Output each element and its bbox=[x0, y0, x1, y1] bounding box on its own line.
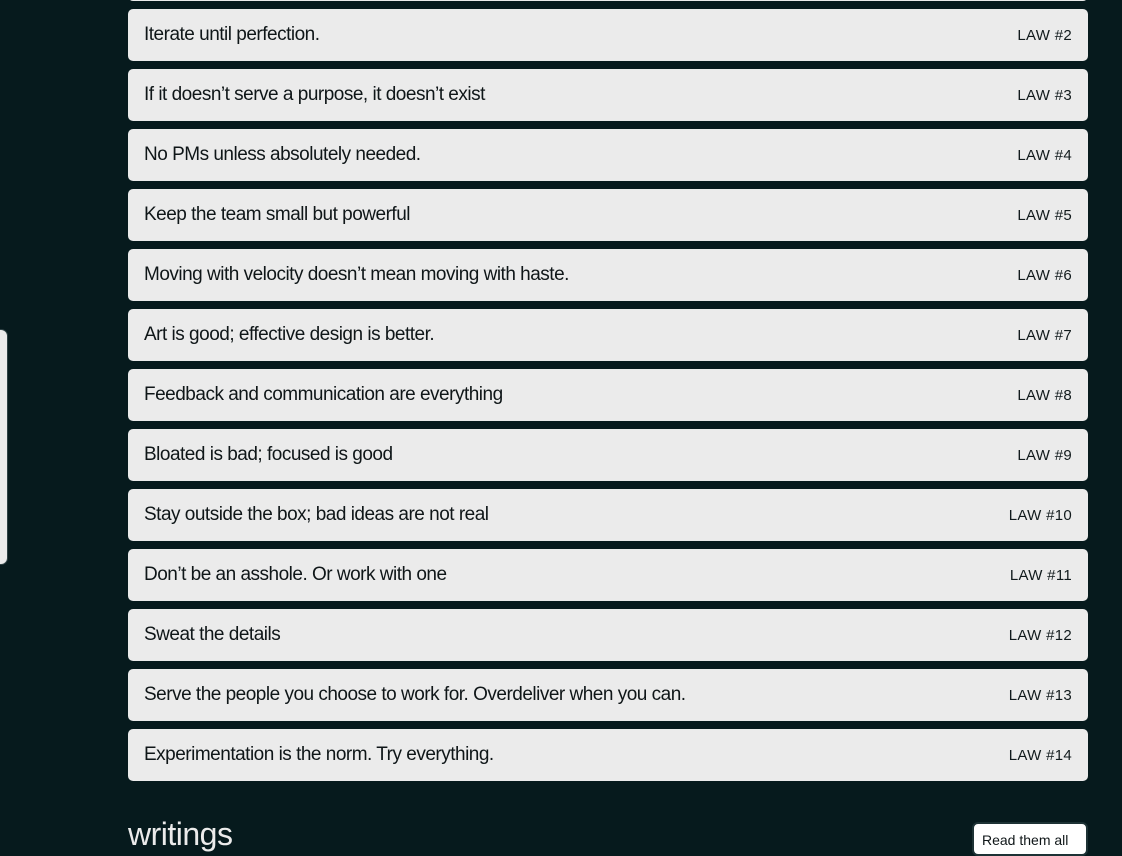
law-number: LAW #6 bbox=[1017, 266, 1072, 284]
law-text: Moving with velocity doesn’t mean moving with haste. bbox=[144, 264, 569, 285]
law-item[interactable] bbox=[128, 249, 1088, 301]
law-text: Keep the team small but powerful bbox=[144, 204, 410, 225]
law-item[interactable] bbox=[128, 669, 1088, 721]
law-text: Sweat the details bbox=[144, 624, 281, 645]
law-text: Serve the people you choose to work for. Overdeliver when you can. bbox=[144, 684, 686, 705]
law-item[interactable] bbox=[128, 549, 1088, 601]
law-number: LAW #5 bbox=[1017, 206, 1072, 224]
law-item[interactable] bbox=[128, 609, 1088, 661]
law-item[interactable] bbox=[128, 129, 1088, 181]
law-text: Bloated is bad; focused is good bbox=[144, 444, 393, 465]
side-panel-tab[interactable] bbox=[0, 329, 8, 565]
law-number: LAW #4 bbox=[1017, 146, 1072, 164]
law-number: LAW #13 bbox=[1008, 686, 1072, 704]
law-number: LAW #9 bbox=[1017, 446, 1072, 464]
law-number: LAW #3 bbox=[1017, 86, 1072, 104]
law-item[interactable] bbox=[128, 0, 1088, 1]
law-item[interactable] bbox=[128, 309, 1088, 361]
law-text: If it doesn’t serve a purpose, it doesn’t exist bbox=[144, 84, 485, 105]
law-number: LAW #12 bbox=[1008, 626, 1072, 644]
law-text: Don’t be an asshole. Or work with one bbox=[144, 564, 447, 585]
law-number: LAW #8 bbox=[1017, 386, 1072, 404]
read-all-button[interactable]: Read them all bbox=[972, 822, 1088, 856]
law-text: Iterate until perfection. bbox=[144, 24, 320, 45]
law-text: No PMs unless absolutely needed. bbox=[144, 144, 421, 165]
law-text: Experimentation is the norm. Try everything. bbox=[144, 744, 494, 765]
law-item[interactable] bbox=[128, 369, 1088, 421]
law-item[interactable] bbox=[128, 189, 1088, 241]
law-item[interactable] bbox=[128, 489, 1088, 541]
law-number: LAW #11 bbox=[1009, 566, 1072, 584]
law-item[interactable] bbox=[128, 9, 1088, 61]
law-number: LAW #14 bbox=[1008, 746, 1072, 764]
law-number: LAW #10 bbox=[1008, 506, 1072, 524]
law-text: Stay outside the box; bad ideas are not real bbox=[144, 504, 489, 525]
writings-heading: writings bbox=[128, 816, 233, 852]
law-number: LAW #7 bbox=[1017, 326, 1072, 344]
law-item[interactable] bbox=[128, 69, 1088, 121]
law-item[interactable] bbox=[128, 429, 1088, 481]
law-item[interactable] bbox=[128, 729, 1088, 781]
law-text: Feedback and communication are everything bbox=[144, 384, 503, 405]
law-number: LAW #2 bbox=[1017, 26, 1072, 44]
law-text: Art is good; effective design is better. bbox=[144, 324, 435, 345]
laws-list bbox=[128, 0, 1088, 789]
